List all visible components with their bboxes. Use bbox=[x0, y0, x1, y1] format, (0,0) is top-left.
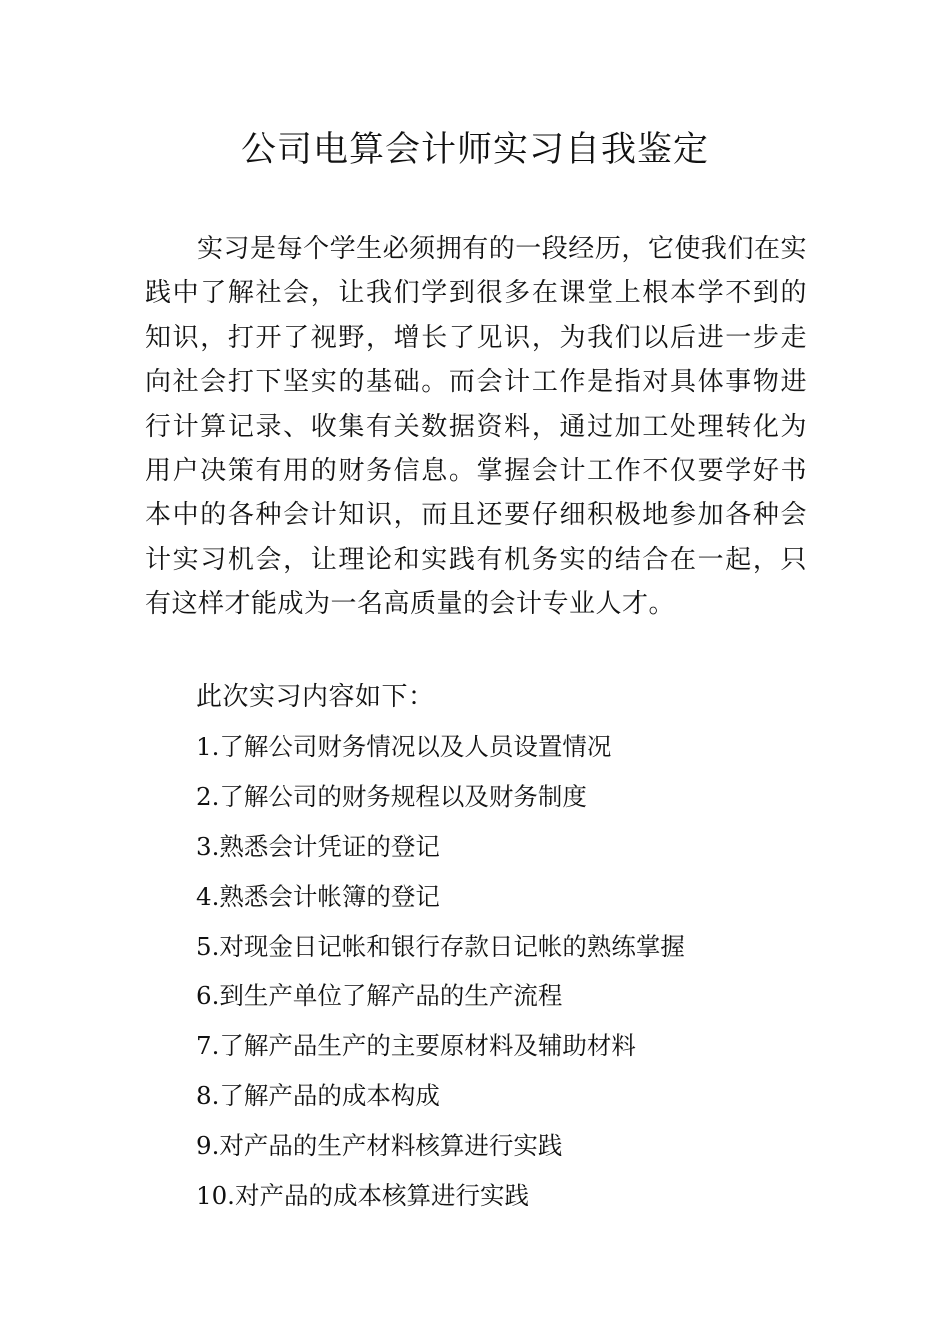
list-item: 9.对产品的生产材料核算进行实践 bbox=[196, 1131, 563, 1161]
internship-content-list bbox=[196, 725, 685, 1224]
list-intro: 此次实习内容如下： bbox=[196, 682, 435, 712]
list-item: 10.对产品的成本核算进行实践 bbox=[196, 1181, 529, 1211]
list-item: 7.了解产品生产的主要原材料及辅助材料 bbox=[196, 1031, 636, 1061]
list-item: 4.熟悉会计帐簿的登记 bbox=[196, 881, 440, 911]
document-title: 公司电算会计师实习自我鉴定 bbox=[240, 130, 709, 170]
intro-paragraph: 实习是每个学生必须拥有的一段经历，它使我们在实践中了解社会，让我们学到很多在课堂上根本学不到的知识，打开了视野，增长了见识，为我们以后进一步走向社会打下坚实的基础。而会计工作是指对具体事物进行计算记录、收集有关数据资料，通过加工处理转化为用户决策有用的财务信息。掌握会计工作不仅要学好书本中的各种会计知识，而且还要仔细积极地参加各种会计实习机会，让理论和实践有机务实的结合在一起，只有这样才能成为一名高质量的会计专业人才。 bbox=[145, 234, 807, 620]
list-item: 5.对现金日记帐和银行存款日记帐的熟练掌握 bbox=[196, 931, 685, 961]
list-item: 3.熟悉会计凭证的登记 bbox=[196, 831, 440, 861]
list-item: 2.了解公司的财务规程以及财务制度 bbox=[196, 781, 587, 811]
list-item: 6.到生产单位了解产品的生产流程 bbox=[196, 981, 563, 1011]
list-item: 1.了解公司财务情况以及人员设置情况 bbox=[196, 732, 612, 761]
list-item: 8.了解产品的成本构成 bbox=[196, 1081, 440, 1111]
